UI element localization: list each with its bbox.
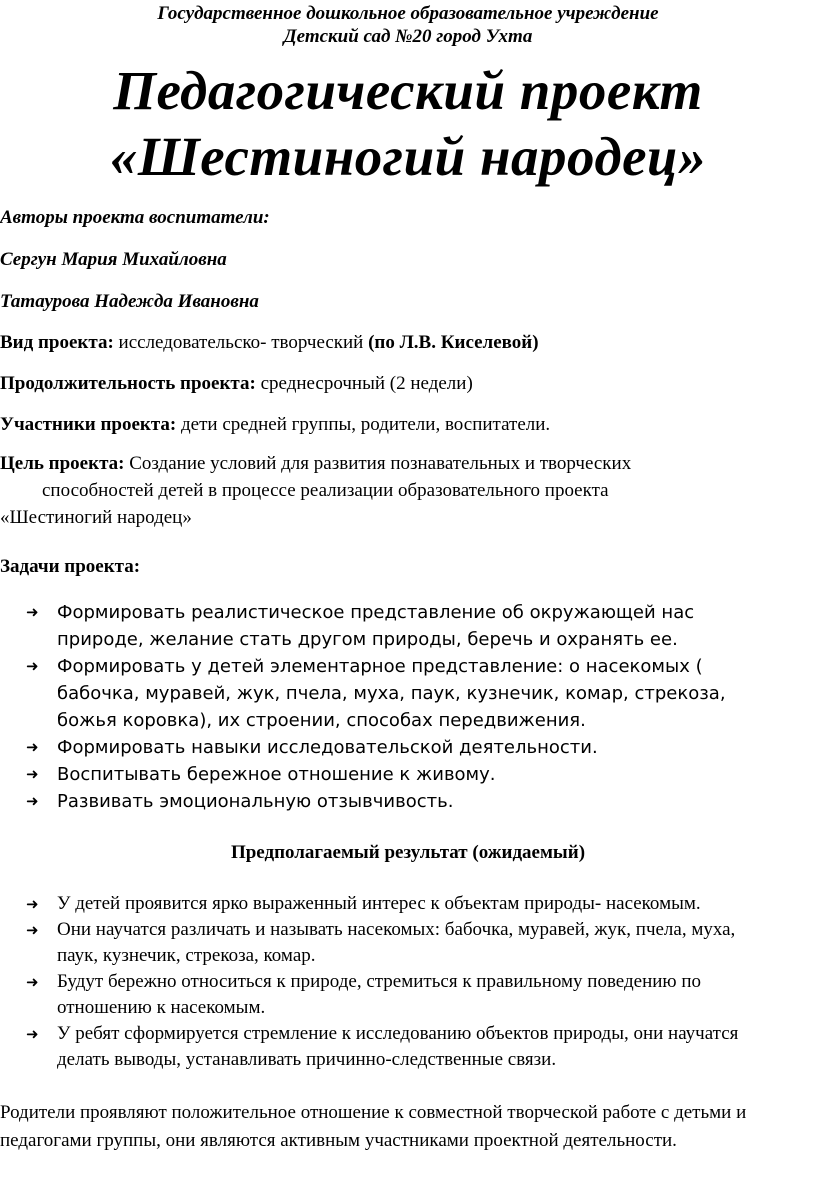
project-goal-line-1: Создание условий для развития познавательных и творческих <box>124 453 632 474</box>
list-item: ➜ У ребят сформируется стремление к исследованию объектов природы, они научатся делать выводы, устанавливать причинно-следственные связи. <box>26 1023 739 1070</box>
author-name-2: Татаурова Надежда Ивановна <box>0 291 259 312</box>
project-duration <box>0 371 816 396</box>
arrow-right-icon: ➜ <box>26 738 39 756</box>
list-item: ➜ Формировать навыки исследовательской деятельности. <box>0 734 816 761</box>
project-participants-value: дети средней группы, родители, воспитатели. <box>176 414 551 435</box>
list-item: ➜ Они научатся различать и называть насекомых: бабочка, муравей, жук, пчела, муха, паук, кузнечик, стрекоза, комар. <box>26 919 736 966</box>
closing-paragraph: Родители проявляют положительное отношение к совместной творческой работе с детьми и педагогами группы, они являются активным участниками проектной деятельности. <box>0 1102 747 1151</box>
project-goal-label: Цель проекта: <box>0 453 125 474</box>
project-title <box>0 58 816 190</box>
arrow-right-icon: ➜ <box>26 1025 39 1043</box>
project-participants <box>0 412 816 437</box>
project-goal-line-2: способностей детей в процессе реализации образовательного проекта <box>42 480 609 501</box>
tasks-heading: Задачи проекта: <box>0 556 141 577</box>
arrow-right-icon: ➜ <box>26 792 39 810</box>
project-duration-label: Продолжительность проекта: <box>0 373 256 394</box>
list-item: ➜ У детей проявится ярко выраженный интерес к объектам природы- насекомым. <box>0 891 816 917</box>
list-item: ➜ Воспитывать бережное отношение к живому. <box>0 761 816 788</box>
authors-block <box>0 206 816 313</box>
list-item: ➜ Будут бережно относиться к природе, стремиться к правильному поведению по отношению к насекомым. <box>26 971 702 1018</box>
results-list <box>0 891 816 1073</box>
project-duration-value: среднесрочный (2 недели) <box>255 373 473 394</box>
authors-heading: Авторы проекта воспитатели: <box>0 207 270 228</box>
list-item: ➜ Формировать у детей элементарное представление: о насекомых ( бабочка, муравей, жук, пчела, муха, паук, кузнечик, комар, стрекоза, божья коровка), их строении, способах передвижения. <box>0 653 816 734</box>
tasks-list <box>0 599 816 815</box>
project-type-reference: (по Л.В. Киселевой) <box>368 332 539 353</box>
project-type-value: исследовательско- творческий <box>113 332 369 353</box>
project-type <box>0 330 816 355</box>
project-type-label: Вид проекта: <box>0 332 114 353</box>
project-goal-line-3: «Шестиногий народец» <box>0 507 192 528</box>
arrow-right-icon: ➜ <box>26 765 39 783</box>
title-line-1: Педагогический проект <box>113 60 703 121</box>
list-item: ➜ Развивать эмоциональную отзывчивость. <box>0 788 816 815</box>
arrow-right-icon: ➜ <box>26 603 39 621</box>
results-heading: Предполагаемый результат (ожидаемый) <box>230 842 586 863</box>
author-name-1: Сергун Мария Михайловна <box>0 249 227 270</box>
project-participants-label: Участники проекта: <box>0 414 177 435</box>
title-line-2: «Шестиногий народец» <box>109 126 707 187</box>
institution-name: Государственное дошкольное образовательное учреждение <box>157 3 659 24</box>
arrow-right-icon: ➜ <box>26 921 39 939</box>
arrow-right-icon: ➜ <box>26 895 39 913</box>
list-item: ➜ Формировать реалистическое представление об окружающей нас природе, желание стать другом природы, беречь и охранять ее. <box>0 599 816 653</box>
kindergarten-name: Детский сад №20 город Ухта <box>283 26 533 47</box>
arrow-right-icon: ➜ <box>26 657 39 675</box>
project-goal <box>0 450 816 531</box>
arrow-right-icon: ➜ <box>26 973 39 991</box>
